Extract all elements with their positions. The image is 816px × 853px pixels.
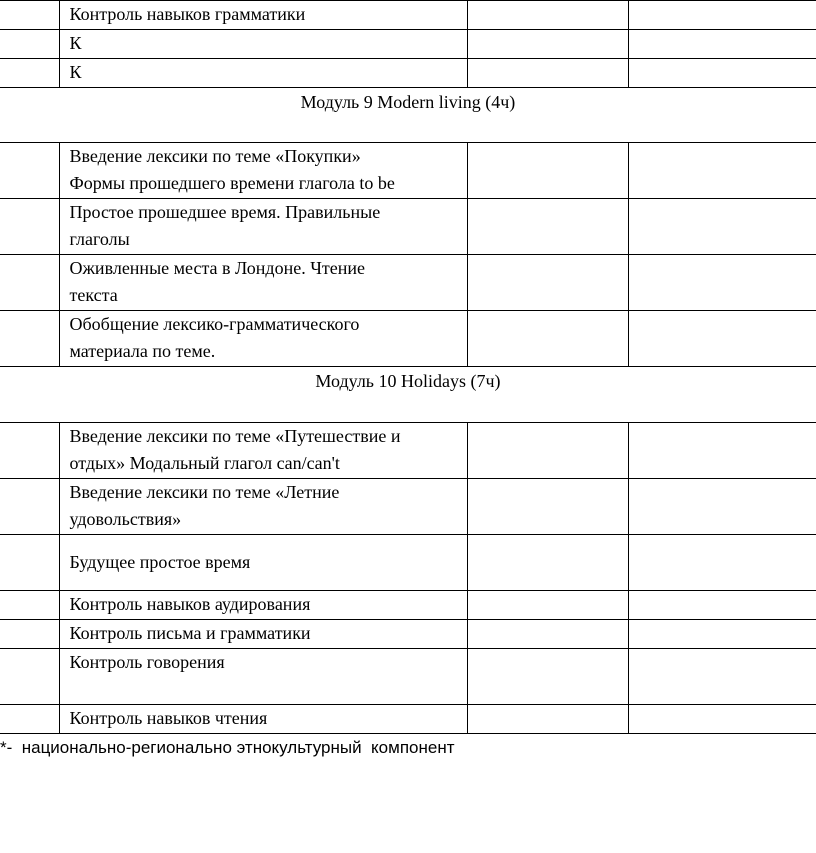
topic-text: Контроль навыков грамматики [69,4,306,24]
topic-line: удовольствия» [69,509,182,529]
number-cell [0,143,59,199]
topic-cell [59,59,467,88]
topic-text: Контроль письма и грамматики [69,623,311,643]
number-cell [0,1,59,30]
date-fact-cell [628,705,816,734]
date-fact-cell [628,535,816,591]
date-plan-cell [467,423,628,479]
date-plan-cell [467,59,628,88]
table-row [0,649,816,705]
date-fact-cell [628,199,816,255]
date-fact-cell [628,255,816,311]
topic-line: Оживленные места в Лондоне. Чтение [69,258,366,278]
date-plan-cell [467,1,628,30]
topic-cell [59,255,467,311]
number-cell [0,591,59,620]
date-plan-cell [467,479,628,535]
topic-cell [59,143,467,199]
date-fact-cell [628,591,816,620]
number-cell [0,705,59,734]
topic-text: Будущее простое время [69,552,251,572]
table-row [0,1,816,30]
date-plan-cell [467,620,628,649]
topic-text: К [69,62,82,82]
date-fact-cell [628,479,816,535]
date-plan-cell [467,591,628,620]
topic-cell [59,705,467,734]
topic-text: Контроль навыков чтения [69,708,268,728]
topic-cell [59,199,467,255]
date-plan-cell [467,199,628,255]
date-fact-cell [628,30,816,59]
date-fact-cell [628,1,816,30]
date-fact-cell [628,649,816,705]
date-plan-cell [467,143,628,199]
table-row [0,479,816,535]
topic-cell [59,479,467,535]
table-row [0,143,816,199]
table-row [0,255,816,311]
module-title-text: Модуль 9 Modern living (4ч) [300,92,516,112]
topic-cell [59,591,467,620]
number-cell [0,255,59,311]
number-cell [0,311,59,367]
topic-cell [59,535,467,591]
topic-cell [59,30,467,59]
topic-cell [59,1,467,30]
topic-text: К [69,33,82,53]
topic-cell [59,423,467,479]
topic-text: Контроль навыков аудирования [69,594,311,614]
number-cell [0,479,59,535]
date-fact-cell [628,423,816,479]
date-plan-cell [467,30,628,59]
table-row [0,620,816,649]
topic-line: Обобщение лексико-грамматического [69,314,360,334]
table-row [0,423,816,479]
number-cell [0,423,59,479]
topic-line: Введение лексики по теме «Летние [69,482,340,502]
topic-line: материала по теме. [69,341,216,361]
date-plan-cell [467,705,628,734]
number-cell [0,649,59,705]
topic-line: Введение лексики по теме «Путешествие и [69,426,401,446]
table-row [0,591,816,620]
table-row [0,705,816,734]
date-fact-cell [628,143,816,199]
topic-line: Простое прошедшее время. Правильные [69,202,381,222]
date-fact-cell [628,59,816,88]
module-9-title [0,88,816,143]
topic-cell [59,311,467,367]
number-cell [0,535,59,591]
topic-text: Контроль говорения [69,652,225,672]
table-row [0,30,816,59]
module-header-row [0,88,816,143]
number-cell [0,30,59,59]
date-fact-cell [628,620,816,649]
table-row [0,199,816,255]
topic-line: глаголы [69,229,130,249]
date-fact-cell [628,311,816,367]
number-cell [0,59,59,88]
number-cell [0,620,59,649]
module-title-text: Модуль 10 Holidays (7ч) [315,371,501,391]
date-plan-cell [467,255,628,311]
number-cell [0,199,59,255]
topic-line: отдых» Модальный глагол can/can't [69,453,340,473]
topic-line: Формы прошедшего времени глагола to be [69,173,395,193]
topic-cell [59,620,467,649]
table-row [0,311,816,367]
footnote: *- национально-регионально этнокультурный компонент [0,738,455,757]
date-plan-cell [467,535,628,591]
topic-line: Введение лексики по теме «Покупки» [69,146,361,166]
module-header-row [0,367,816,423]
module-10-title [0,367,816,423]
date-plan-cell [467,311,628,367]
table-row [0,535,816,591]
topic-line: текста [69,285,118,305]
table-row [0,59,816,88]
topic-cell [59,649,467,705]
date-plan-cell [467,649,628,705]
